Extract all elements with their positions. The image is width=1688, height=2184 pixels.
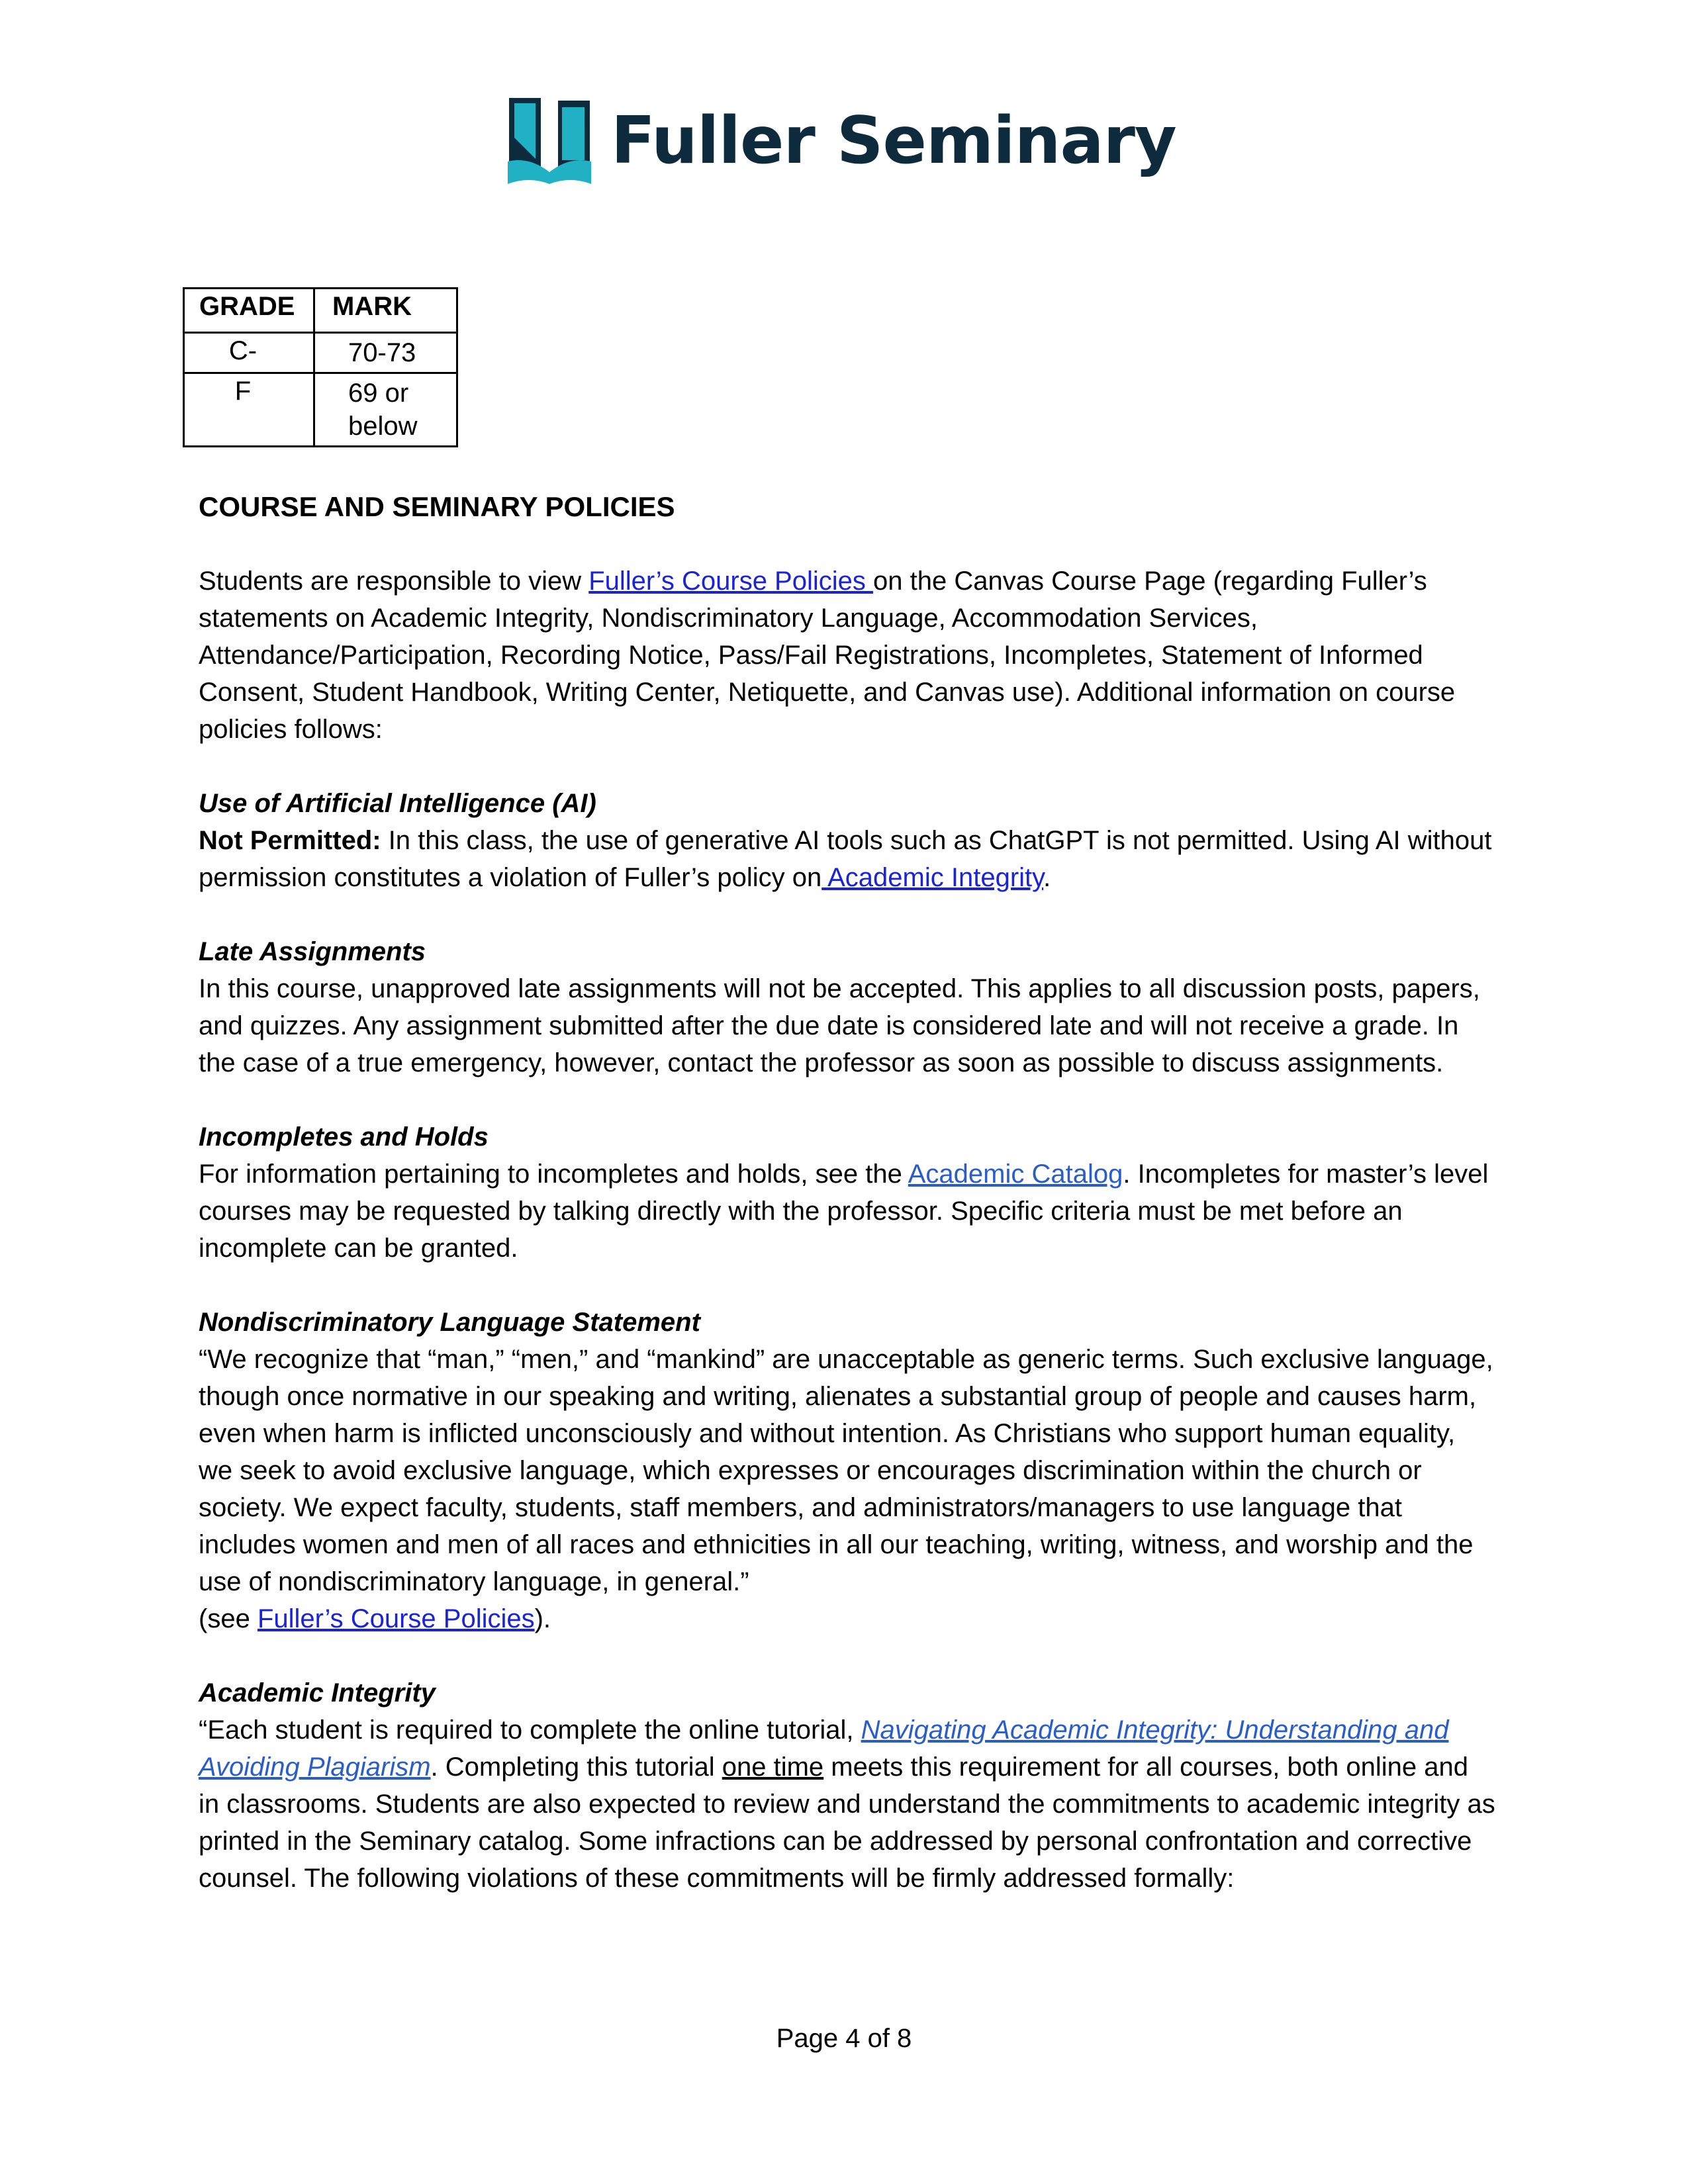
mark-line-2: below (348, 412, 418, 441)
section-title: COURSE AND SEMINARY POLICIES (199, 491, 675, 522)
mark-line-1: 69 or (348, 379, 409, 408)
plagiarism-tutorial-link[interactable]: Navigating Academic Integrity: Understanding and Avoiding Plagiarism (199, 1715, 1449, 1782)
logo-text: Fuller Seminary (611, 103, 1176, 179)
incompletes-after: . Incompletes for master’s level courses may be requested by talking directly with the professor. Specific criteria must be met before an incomplete can be granted. (199, 1160, 1489, 1263)
late-heading: Late Assignments (199, 937, 426, 966)
nondiscriminatory-heading: Nondiscriminatory Language Statement (199, 1308, 700, 1337)
academic-integrity-link[interactable]: Academic Integrity (821, 863, 1044, 892)
integrity-before: “Each student is required to complete the online tutorial, (199, 1715, 861, 1745)
mark-header: MARK (314, 289, 457, 333)
incompletes-before: For information pertaining to incompletes and holds, see the (199, 1160, 908, 1189)
ai-text: In this class, the use of generative AI tools such as ChatGPT is not permitted. Using AI without permission constitutes a violation of Fuller’s policy on (199, 826, 1492, 892)
open-book-icon (506, 98, 592, 184)
one-time-text: one time (722, 1752, 824, 1782)
academic-catalog-link[interactable]: Academic Catalog (908, 1160, 1123, 1189)
grade-cell: F (184, 373, 314, 447)
integrity-after: meets this requirement for all courses, both online and in classrooms. Students are also expected to review and understand the commitments to academic integrity as printed in the Seminary catalog. Some infractions can be addressed by personal confrontation and corrective counsel. The following violations of these commitments will be firmly addressed formally: (199, 1752, 1495, 1893)
integrity-paragraph (199, 1711, 1496, 1897)
see-after: ). (534, 1604, 551, 1633)
mark-cell: 70-73 (314, 333, 457, 373)
page-number: Page 4 of 8 (776, 2024, 912, 2053)
nondiscriminatory-see (199, 1600, 1496, 1637)
ai-label: Not Permitted: (199, 826, 381, 855)
course-policies-link-2[interactable]: Fuller’s Course Policies (257, 1604, 535, 1633)
intro-before: Students are responsible to view (199, 567, 589, 596)
grade-table (183, 287, 458, 447)
incompletes-heading: Incompletes and Holds (199, 1122, 489, 1152)
fuller-logo (506, 98, 1176, 184)
late-paragraph: In this course, unapproved late assignments will not be accepted. This applies to all discussion posts, papers, and quizzes. Any assignment submitted after the due date is considered late and will not receive a grade. In the case of a true emergency, however, contact the professor as soon as possible to discuss assignments. (199, 974, 1480, 1077)
integrity-heading: Academic Integrity (199, 1678, 436, 1707)
course-policies-link[interactable]: Fuller’s Course Policies (588, 567, 874, 596)
grade-table-header (184, 289, 457, 333)
ai-end: . (1043, 863, 1051, 892)
intro-paragraph (199, 563, 1496, 748)
nondiscriminatory-paragraph: “We recognize that “man,” “men,” and “mankind” are unacceptable as generic terms. Such exclusive language, though once normative in our speaking and writing, alienates a substantial group of people and causes harm, even when harm is inflicted unconsciously and without intention. As Christians who support human equality, we seek to avoid exclusive language, which expresses or encourages discrimination within the church or society. We expect faculty, students, staff members, and administrators/managers to use language that includes women and men of all races and ethnicities in all our teaching, writing, witness, and worship and the use of nondiscriminatory language, in general.” (199, 1345, 1493, 1596)
grade-header: GRADE (184, 289, 314, 333)
intro-after: on the Canvas Course Page (regarding Fuller’s statements on Academic Integrity, Nondiscriminatory Language, Accommodation Services, Attendance/Participation, Recording Notice, Pass/Fail Registrations, Incompletes, Statement of Informed Consent, Student Handbook, Writing Center, Netiquette, and Canvas use). Additional information on course policies follows: (199, 567, 1456, 744)
mark-cell (314, 373, 457, 447)
integrity-mid: . Completing this tutorial (430, 1752, 722, 1782)
policies-content (199, 488, 1496, 1897)
ai-heading: Use of Artificial Intelligence (AI) (199, 789, 596, 818)
see-before: (see (199, 1604, 258, 1633)
ai-paragraph (199, 822, 1496, 896)
incompletes-paragraph (199, 1156, 1496, 1267)
table-row (184, 333, 457, 373)
grade-cell: C- (184, 333, 314, 373)
table-row (184, 373, 457, 447)
